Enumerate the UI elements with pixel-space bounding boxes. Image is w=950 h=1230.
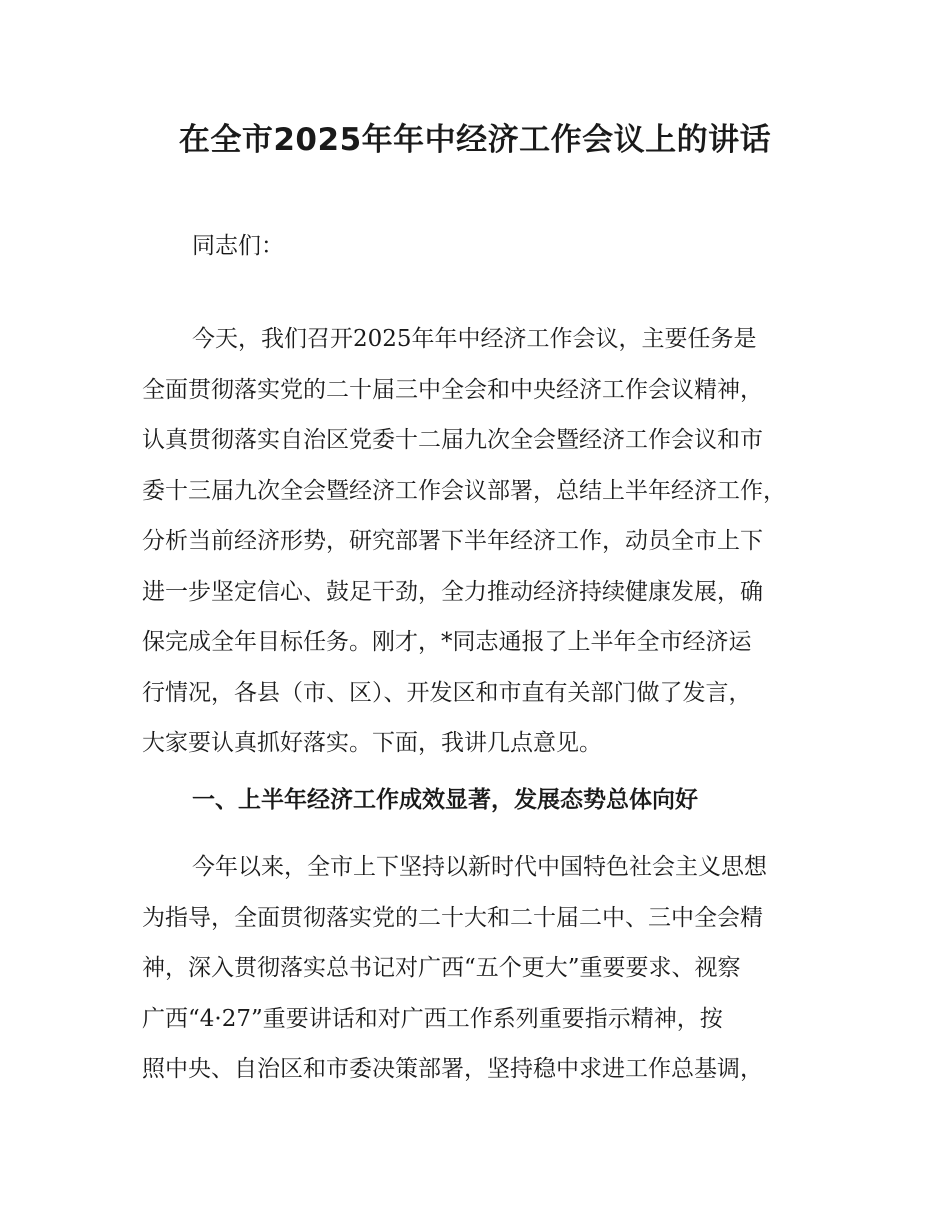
section1-paragraph: [142, 842, 832, 1095]
paragraph-line: 行情况，各县（市、区）、开发区和市直有关部门做了发言，: [142, 679, 752, 706]
paragraph-line: 分析当前经济形势，研究部署下半年经济工作，动员全市上下: [142, 528, 763, 554]
paragraph-line: 大家要认真抓好落实。下面，我讲几点意见。: [142, 730, 602, 756]
paragraph-line: 今年以来，全市上下坚持以新时代中国特色社会主义思想: [192, 854, 767, 880]
paragraph-line: 神，深入贯彻落实总书记对广西“五个更大”重要要求、视察: [142, 955, 741, 981]
paragraph-line: 照中央、自治区和市委决策部署，坚持稳中求进工作总基调，: [142, 1056, 763, 1082]
section-heading: 一、上半年经济工作成效显著，发展态势总体向好: [192, 787, 698, 813]
paragraph-line: 进一步坚定信心、鼓足干劲，全力推动经济持续健康发展，确: [142, 578, 763, 605]
paragraph-line: 广西“4·27”重要讲话和对广西工作系列重要指示精神，按: [142, 1005, 723, 1032]
document-title: 在全市2025年年中经济工作会议上的讲话: [178, 122, 772, 158]
paragraph-line: 今天，我们召开2025年年中经济工作会议，主要任务是: [192, 326, 757, 352]
paragraph-line: 保完成全年目标任务。刚才，*同志通报了上半年全市经济运: [142, 629, 752, 655]
paragraph-line: 委十三届九次全会暨经济工作会议部署，总结上半年经济工作，: [142, 477, 786, 504]
paragraph-line: 全面贯彻落实党的二十届三中全会和中央经济工作会议精神，: [142, 376, 763, 403]
paragraph-line: 认真贯彻落实自治区党委十二届九次全会暨经济工作会议和市: [142, 427, 763, 453]
paragraph-line: 为指导，全面贯彻落实党的二十大和二十届二中、三中全会精: [142, 904, 763, 931]
intro-paragraph: [142, 314, 832, 769]
greeting: 同志们：: [192, 233, 284, 259]
